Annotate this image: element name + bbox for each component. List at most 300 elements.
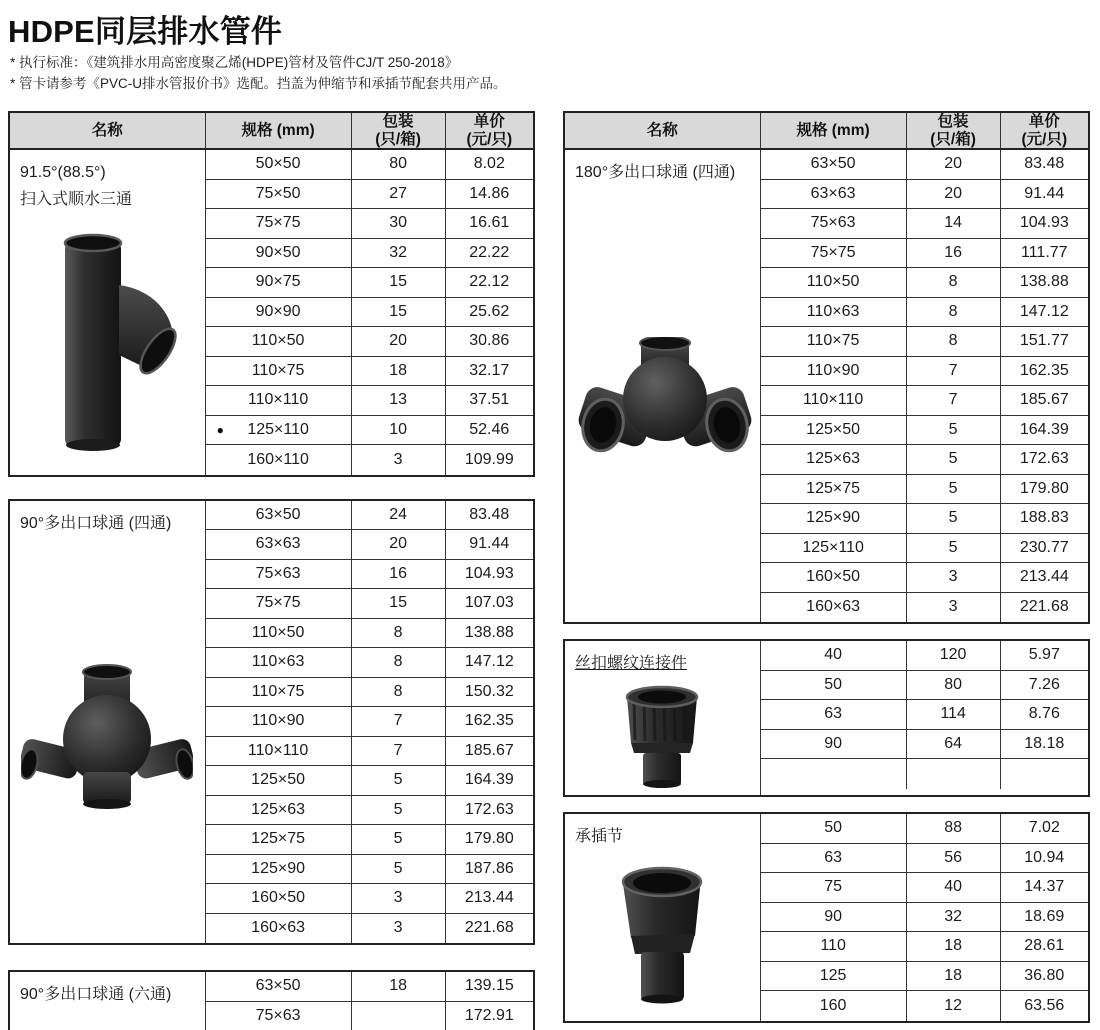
price-cell: 172.63	[464, 800, 514, 818]
header-pack-cell	[352, 113, 446, 148]
table-row	[206, 298, 533, 328]
pack-cell: 24	[352, 501, 446, 530]
price-cell: 91.44	[469, 535, 510, 553]
bullet-dot-icon: ●	[216, 422, 224, 437]
table-row	[761, 730, 1088, 760]
spec-cell: 125×110 ●	[206, 416, 352, 445]
product-table	[8, 970, 535, 1030]
price-cell: 8.76	[1028, 705, 1060, 723]
socket-fitting-photo	[616, 858, 708, 1006]
price-cell: 179.80	[1019, 479, 1069, 497]
pack-cell	[352, 1002, 446, 1030]
spec-cell: 63	[761, 844, 907, 873]
table-row	[761, 844, 1088, 874]
price-cell: 7.02	[1028, 819, 1060, 837]
table-row	[761, 593, 1088, 623]
pack-cell: 8	[907, 268, 1001, 297]
table-row	[206, 150, 533, 180]
product-table	[563, 812, 1090, 1023]
pack-cell: 15	[352, 589, 446, 618]
pack-cell: 5	[352, 855, 446, 884]
pack-cell: 18	[907, 962, 1001, 991]
spec-cell: 160	[761, 991, 907, 1021]
price-cell: 172.91	[464, 1007, 514, 1025]
spec-cell: 110×50	[206, 619, 352, 648]
header-label: (元/只)	[466, 130, 513, 148]
pack-cell: 16	[352, 560, 446, 589]
pack-cell: 8	[352, 648, 446, 677]
product-name-cell	[565, 814, 761, 1021]
table-row	[761, 873, 1088, 903]
price-cell: 147.12	[464, 653, 514, 671]
spec-cell: 160×63	[206, 914, 352, 944]
product-name-line: 丝扣螺纹连接件	[575, 655, 688, 672]
spec-cell: 90×75	[206, 268, 352, 297]
table-body	[10, 150, 533, 475]
pack-cell: 20	[352, 327, 446, 356]
product-photo	[32, 227, 182, 455]
header-name-cell	[565, 113, 761, 148]
table-row	[761, 416, 1088, 446]
pack-cell: 15	[352, 298, 446, 327]
table-row	[206, 327, 533, 357]
table-row	[206, 707, 533, 737]
price-cell: 5.97	[1028, 646, 1060, 664]
spec-cell	[761, 759, 907, 789]
pack-cell: 8	[352, 678, 446, 707]
product-name-line: 扫入式顺水三通	[20, 191, 133, 208]
price-cell	[1001, 759, 1088, 789]
spec-cell: 50×50	[206, 150, 352, 179]
price-cell: 63.56	[1024, 996, 1065, 1014]
table-row	[206, 501, 533, 531]
pack-cell: 7	[907, 386, 1001, 415]
header-label: (元/只)	[1021, 130, 1068, 148]
spec-cell: 125×63	[761, 445, 907, 474]
spec-rows	[206, 150, 533, 475]
price-cell: 107.03	[464, 594, 514, 612]
table-body	[565, 150, 1088, 622]
table-row	[206, 416, 533, 446]
header-label: 名称	[646, 121, 678, 139]
price-cell: 147.12	[1019, 302, 1069, 320]
pack-cell: 18	[352, 357, 446, 386]
table-row	[206, 619, 533, 649]
pack-cell: 88	[907, 814, 1001, 843]
spec-cell: 160×50	[206, 884, 352, 913]
price-cell: 91.44	[1024, 184, 1065, 202]
table-row	[761, 386, 1088, 416]
table-row	[761, 268, 1088, 298]
spec-cell: 110×75	[761, 327, 907, 356]
spec-cell: 110×75	[206, 357, 352, 386]
price-cell: 138.88	[1019, 273, 1069, 291]
product-name-cell	[565, 641, 761, 795]
spec-rows	[761, 641, 1088, 795]
pack-cell: 80	[907, 671, 1001, 700]
product-photo	[618, 677, 706, 789]
product-name-cell	[10, 972, 206, 1030]
spec-cell: 160×63	[761, 593, 907, 623]
spec-cell: 160×50	[761, 563, 907, 592]
table-row	[206, 855, 533, 885]
product-table	[8, 111, 535, 477]
pack-cell: 5	[907, 475, 1001, 504]
price-cell: 30.86	[469, 332, 510, 350]
product-name-cell	[10, 501, 206, 944]
table-row	[206, 1002, 533, 1030]
spec-cell: 110×63	[206, 648, 352, 677]
header-label: (只/箱)	[375, 130, 421, 148]
table-row	[761, 563, 1088, 593]
spec-cell: 110×50	[206, 327, 352, 356]
price-cell: 139.15	[464, 977, 514, 995]
pack-cell: 56	[907, 844, 1001, 873]
price-cell: 162.35	[1019, 361, 1069, 379]
spec-cell: 110×75	[206, 678, 352, 707]
pack-cell: 13	[352, 386, 446, 415]
price-cell: 25.62	[469, 302, 510, 320]
table-body	[10, 972, 533, 1030]
price-cell: 111.77	[1021, 243, 1068, 261]
product-name-line: 180°多出口球通 (四通)	[575, 164, 736, 181]
pack-cell: 32	[907, 903, 1001, 932]
product-name	[575, 159, 750, 186]
price-cell: 83.48	[1024, 155, 1065, 173]
spec-cell: 125×50	[761, 416, 907, 445]
price-cell: 7.26	[1028, 675, 1060, 693]
spec-rows	[761, 814, 1088, 1021]
table-row	[206, 209, 533, 239]
price-cell: 221.68	[1019, 598, 1069, 616]
product-name	[575, 650, 750, 677]
pack-cell: 3	[352, 884, 446, 913]
threaded-connector-photo	[618, 677, 706, 789]
spec-cell: 63×63	[761, 180, 907, 209]
table-header-row	[565, 113, 1088, 150]
spec-cell: 125×90	[206, 855, 352, 884]
spec-cell: 90	[761, 730, 907, 759]
table-row	[206, 884, 533, 914]
price-cell: 104.93	[1019, 214, 1069, 232]
header-pack-cell	[907, 113, 1001, 148]
price-cell: 36.80	[1024, 966, 1065, 984]
product-name-line: 91.5°(88.5°)	[20, 164, 106, 181]
table-row	[761, 504, 1088, 534]
ball-cross-4way-photo	[21, 664, 193, 810]
pack-cell: 20	[907, 180, 1001, 209]
table-row	[761, 475, 1088, 505]
table-row	[206, 972, 533, 1002]
table-row	[761, 962, 1088, 992]
header-price-cell	[446, 113, 533, 148]
spec-cell: 110×50	[761, 268, 907, 297]
spec-cell: 90	[761, 903, 907, 932]
spec-cell: 110	[761, 932, 907, 961]
pack-cell: 5	[907, 445, 1001, 474]
price-cell: 151.77	[1019, 332, 1069, 350]
left-column	[8, 111, 535, 1030]
pack-cell: 8	[907, 298, 1001, 327]
pack-cell: 32	[352, 239, 446, 268]
pack-cell: 18	[907, 932, 1001, 961]
product-name	[20, 981, 195, 1008]
spec-rows	[206, 972, 533, 1030]
product-name-cell	[565, 150, 761, 622]
price-cell: 109.99	[464, 450, 514, 468]
product-name	[20, 159, 195, 213]
spec-cell: 125	[761, 962, 907, 991]
table-row	[761, 150, 1088, 180]
table-row	[206, 678, 533, 708]
price-cell: 221.68	[464, 919, 514, 937]
price-cell: 22.22	[469, 243, 510, 261]
product-name-line: 90°多出口球通 (四通)	[20, 514, 172, 532]
pack-cell: 5	[907, 416, 1001, 445]
price-cell: 179.80	[464, 830, 514, 848]
spec-cell: 125×75	[206, 825, 352, 854]
header-label: 规格 (mm)	[241, 121, 315, 139]
spec-cell: 63×50	[761, 150, 907, 179]
spec-cell: 75×75	[206, 589, 352, 618]
pack-cell: 3	[352, 914, 446, 944]
table-row	[761, 759, 1088, 789]
table-row	[761, 534, 1088, 564]
price-cell: 213.44	[1019, 568, 1069, 586]
table-row	[761, 298, 1088, 328]
table-row	[206, 914, 533, 944]
product-name	[20, 510, 195, 537]
header-label: 包装	[382, 113, 414, 130]
pack-cell	[907, 759, 1001, 789]
pack-cell: 7	[352, 707, 446, 736]
spec-cell: 110×110	[206, 737, 352, 766]
spec-cell: 110×110	[206, 386, 352, 415]
pack-cell: 3	[907, 593, 1001, 623]
price-cell: 185.67	[464, 741, 514, 759]
table-row	[206, 648, 533, 678]
header-price-cell	[1001, 113, 1088, 148]
product-photo	[616, 858, 708, 1006]
pack-cell: 5	[907, 534, 1001, 563]
pack-cell: 3	[907, 563, 1001, 592]
right-column	[563, 111, 1090, 1030]
ball-cross-180-photo	[575, 337, 755, 465]
price-cell: 8.02	[473, 155, 505, 173]
price-cell: 28.61	[1024, 937, 1065, 955]
price-cell: 83.48	[469, 505, 510, 523]
spec-cell: 75×50	[206, 180, 352, 209]
table-body	[565, 641, 1088, 795]
price-cell: 185.67	[1019, 391, 1069, 409]
pack-cell: 7	[352, 737, 446, 766]
pack-cell: 114	[907, 700, 1001, 729]
price-cell: 14.86	[469, 184, 510, 202]
table-row	[761, 903, 1088, 933]
pack-cell: 3	[352, 445, 446, 475]
pack-cell: 16	[907, 239, 1001, 268]
price-cell: 16.61	[469, 214, 510, 232]
table-row	[206, 766, 533, 796]
table-row	[206, 825, 533, 855]
table-row	[206, 737, 533, 767]
price-cell: 18.69	[1024, 907, 1065, 925]
spec-cell: 110×90	[206, 707, 352, 736]
price-cell: 164.39	[464, 771, 514, 789]
spec-cell: 75×75	[761, 239, 907, 268]
table-row	[761, 209, 1088, 239]
product-name-line: 承插节	[575, 828, 624, 845]
table-row	[206, 530, 533, 560]
header-spec-cell	[761, 113, 907, 148]
price-cell: 52.46	[469, 420, 510, 438]
note-line: * 执行标准：《建筑排水用高密度聚乙烯(HDPE)管材及管件CJ/T 250-2018》	[10, 55, 459, 70]
table-row	[761, 357, 1088, 387]
pack-cell: 40	[907, 873, 1001, 902]
spec-cell: 75	[761, 873, 907, 902]
pack-cell: 7	[907, 357, 1001, 386]
spec-cell: 90×50	[206, 239, 352, 268]
spec-cell: 63×50	[206, 501, 352, 530]
table-row	[206, 796, 533, 826]
header-label: (只/箱)	[930, 130, 976, 148]
header-label: 单价	[1028, 113, 1060, 130]
table-body	[10, 501, 533, 944]
product-name	[575, 823, 750, 850]
pack-cell: 10	[352, 416, 446, 445]
table-row	[761, 327, 1088, 357]
header-label: 名称	[91, 121, 123, 139]
spec-cell: 63	[761, 700, 907, 729]
spec-cell: 75×63	[761, 209, 907, 238]
table-row	[206, 180, 533, 210]
pack-cell: 5	[352, 796, 446, 825]
pack-cell: 5	[352, 825, 446, 854]
price-cell: 162.35	[464, 712, 514, 730]
tee-fitting-photo	[32, 227, 182, 455]
price-cell: 18.18	[1024, 734, 1065, 752]
price-cell: 187.86	[464, 859, 514, 877]
product-name-line: 90°多出口球通 (六通)	[20, 986, 172, 1003]
table-row	[761, 814, 1088, 844]
spec-cell: 63×63	[206, 530, 352, 559]
table-row	[206, 239, 533, 269]
price-cell: 14.37	[1024, 878, 1065, 896]
table-row	[761, 641, 1088, 671]
spec-cell: 110×110	[761, 386, 907, 415]
product-table	[563, 639, 1090, 797]
notes-block	[10, 52, 507, 94]
price-cell: 230.77	[1019, 538, 1069, 556]
price-cell: 104.93	[464, 564, 514, 582]
table-row	[206, 357, 533, 387]
spec-cell: 125×90	[761, 504, 907, 533]
pack-cell: 14	[907, 209, 1001, 238]
price-cell: 22.12	[469, 273, 510, 291]
table-row	[761, 180, 1088, 210]
pack-cell: 18	[352, 972, 446, 1001]
spec-cell: 63×50	[206, 972, 352, 1001]
header-spec-cell	[206, 113, 352, 148]
price-cell: 32.17	[469, 361, 510, 379]
spec-cell: 125×63	[206, 796, 352, 825]
header-label: 包装	[937, 113, 969, 130]
price-cell: 10.94	[1024, 848, 1065, 866]
header-label: 单价	[473, 113, 505, 130]
header-name-cell	[10, 113, 206, 148]
pack-cell: 15	[352, 268, 446, 297]
spec-cell: 90×90	[206, 298, 352, 327]
table-row	[206, 589, 533, 619]
table-body	[565, 814, 1088, 1021]
spec-cell: 75×75	[206, 209, 352, 238]
spec-cell: 125×50	[206, 766, 352, 795]
spec-cell: 110×63	[761, 298, 907, 327]
pack-cell: 64	[907, 730, 1001, 759]
spec-cell: 50	[761, 814, 907, 843]
spec-cell: 75×63	[206, 560, 352, 589]
product-photo	[21, 664, 193, 810]
pack-cell: 12	[907, 991, 1001, 1021]
spec-cell: 125×75	[761, 475, 907, 504]
pack-cell: 120	[907, 641, 1001, 670]
price-cell: 188.83	[1019, 509, 1069, 527]
table-row	[761, 991, 1088, 1021]
table-row	[206, 386, 533, 416]
page-title: HDPE同层排水管件	[8, 14, 283, 49]
spec-cell: 125×110	[761, 534, 907, 563]
spec-cell: 40	[761, 641, 907, 670]
table-header-row	[10, 113, 533, 150]
table-row	[761, 445, 1088, 475]
table-row	[761, 239, 1088, 269]
product-name-cell	[10, 150, 206, 475]
pack-cell: 30	[352, 209, 446, 238]
spec-cell: 75×63	[206, 1002, 352, 1030]
spec-cell: 160×110	[206, 445, 352, 475]
pack-cell: 27	[352, 180, 446, 209]
table-row	[206, 560, 533, 590]
pack-cell: 8	[907, 327, 1001, 356]
price-cell: 138.88	[464, 623, 514, 641]
pack-cell: 5	[907, 504, 1001, 533]
table-row	[206, 445, 533, 475]
pack-cell: 8	[352, 619, 446, 648]
table-row	[761, 932, 1088, 962]
table-row	[206, 268, 533, 298]
price-cell: 164.39	[1019, 420, 1069, 438]
price-cell: 213.44	[464, 889, 514, 907]
spec-rows	[761, 150, 1088, 622]
pack-cell: 20	[352, 530, 446, 559]
product-photo	[575, 337, 755, 465]
pack-cell: 20	[907, 150, 1001, 179]
spec-cell: 110×90	[761, 357, 907, 386]
price-cell: 37.51	[469, 391, 510, 409]
pack-cell: 5	[352, 766, 446, 795]
product-table	[8, 499, 535, 946]
spec-rows	[206, 501, 533, 944]
header-label: 规格 (mm)	[796, 121, 870, 139]
product-table	[563, 111, 1090, 624]
price-cell: 150.32	[464, 682, 514, 700]
note-line: * 管卡请参考《PVC-U排水管报价书》选配。挡盖为伸缩节和承插节配套共用产品。	[10, 76, 507, 91]
price-cell: 172.63	[1019, 450, 1069, 468]
table-row	[761, 700, 1088, 730]
spec-cell: 50	[761, 671, 907, 700]
table-row	[761, 671, 1088, 701]
pack-cell: 80	[352, 150, 446, 179]
